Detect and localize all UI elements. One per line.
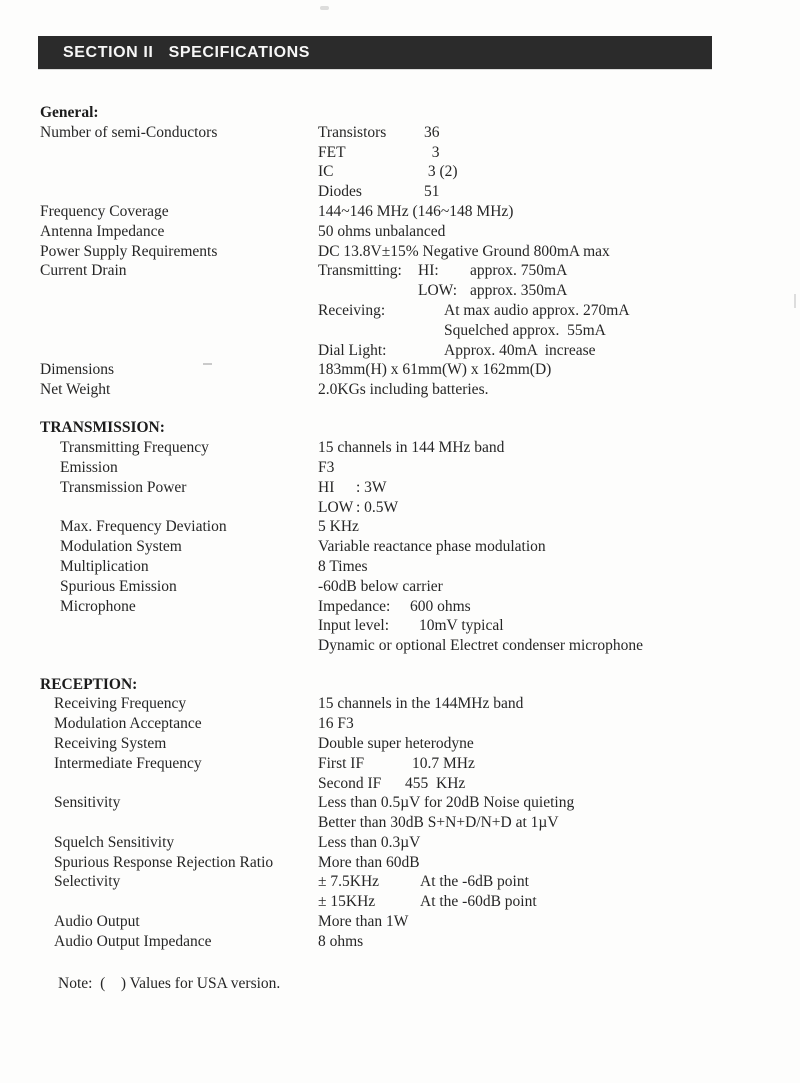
spec-value <box>318 912 762 932</box>
spec-value <box>318 380 762 400</box>
spec-value-segment: 8 Times <box>318 558 368 576</box>
spec-value-segment: LOW: <box>418 282 458 300</box>
spec-row <box>40 517 762 537</box>
spec-section <box>40 103 762 400</box>
spec-value-segment: At max audio approx. 270mA <box>444 301 630 319</box>
spec-value-segment: 144~146 MHz (146~148 MHz) <box>318 202 514 220</box>
spec-value-segment: F3 <box>318 459 335 477</box>
spec-value <box>318 123 762 143</box>
spec-label: Antenna Impedance <box>40 222 165 240</box>
spec-row <box>40 478 762 498</box>
spec-value-segment: 455 KHz <box>405 774 466 792</box>
spec-row <box>40 321 762 341</box>
spec-label <box>40 321 318 341</box>
spec-label: Spurious Emission <box>60 577 177 595</box>
spec-value <box>318 281 762 301</box>
spec-row <box>40 458 762 478</box>
spec-value-segment: 8 ohms <box>318 932 364 950</box>
spec-value <box>318 892 762 912</box>
spec-row <box>40 694 762 714</box>
spec-row <box>40 537 762 557</box>
spec-label: Intermediate Frequency <box>54 754 202 772</box>
spec-label <box>40 813 318 833</box>
spec-label: Sensitivity <box>54 794 121 812</box>
spec-value-segment: 36 <box>424 123 440 141</box>
spec-row <box>40 202 762 222</box>
spec-value-segment: Variable reactance phase modulation <box>318 538 546 556</box>
spec-value-segment: Approx. 40mA increase <box>444 341 596 359</box>
section-header-bar <box>38 36 712 69</box>
spec-value <box>318 734 762 754</box>
spec-value-segment: Input level: <box>318 617 390 635</box>
spec-label: Squelch Sensitivity <box>54 833 175 851</box>
spec-row <box>40 774 762 794</box>
spec-label: Receiving System <box>54 734 167 752</box>
spec-value-segment: 2.0KGs including batteries. <box>318 381 489 399</box>
spec-value-segment: Dial Light: <box>318 341 387 359</box>
spec-value-segment: DC 13.8V±15% Negative Ground 800mA max <box>318 242 610 260</box>
spec-value <box>318 754 762 774</box>
spec-value <box>318 242 762 262</box>
spec-value <box>318 360 762 380</box>
spec-value-segment: Dynamic or optional Electret condenser microphone <box>318 637 643 655</box>
spec-value-segment: Second IF <box>318 774 382 792</box>
spec-label: Microphone <box>60 597 136 615</box>
spec-row <box>40 577 762 597</box>
spec-row <box>40 162 762 182</box>
spec-value-segment: 600 ohms <box>410 597 471 615</box>
spec-value-segment: Less than 0.5µV for 20dB Noise quieting <box>318 794 575 812</box>
spec-label: Power Supply Requirements <box>40 242 218 260</box>
spec-value-segment: IC <box>318 163 334 181</box>
spec-label: Emission <box>60 459 118 477</box>
spec-row <box>40 301 762 321</box>
spec-label: Net Weight <box>40 381 111 399</box>
spec-label: Audio Output Impedance <box>54 932 212 950</box>
spec-value-segment: approx. 750mA <box>470 262 568 280</box>
spec-sections <box>40 103 762 993</box>
spec-value-segment: 15 channels in the 144MHz band <box>318 695 524 713</box>
section-heading: TRANSMISSION: <box>40 419 165 437</box>
spec-value-segment: Diodes <box>318 183 362 201</box>
spec-label: Multiplication <box>60 558 149 576</box>
spec-label: Modulation System <box>60 538 182 556</box>
spec-label <box>40 341 318 361</box>
spec-value <box>318 774 762 794</box>
spec-label: Receiving Frequency <box>54 695 187 713</box>
spec-label: Max. Frequency Deviation <box>60 518 227 536</box>
spec-row <box>40 636 762 656</box>
spec-section <box>40 675 762 952</box>
spec-label <box>40 301 318 321</box>
spec-row <box>40 557 762 577</box>
spec-row <box>40 833 762 853</box>
spec-value <box>318 813 762 833</box>
spec-value-segment: ± 15KHz <box>318 893 376 911</box>
spec-value-segment: 50 ohms unbalanced <box>318 222 446 240</box>
spec-value <box>318 182 762 202</box>
spec-value-segment: Receiving: <box>318 301 386 319</box>
spec-value-segment: 10.7 MHz <box>412 754 475 772</box>
spec-value-segment: : 0.5W <box>356 498 399 516</box>
spec-row <box>40 734 762 754</box>
spec-label <box>40 616 318 636</box>
spec-row <box>40 872 762 892</box>
spec-label <box>40 498 318 518</box>
section-title: SECTION II SPECIFICATIONS <box>63 44 311 61</box>
spec-value <box>318 932 762 952</box>
spec-value <box>318 321 762 341</box>
spec-value-segment: More than 1W <box>318 913 409 931</box>
spec-value <box>318 438 762 458</box>
spec-label <box>40 774 318 794</box>
spec-value-segment: Squelched approx. 55mA <box>444 321 606 339</box>
spec-value <box>318 458 762 478</box>
spec-label: Dimensions <box>40 361 115 379</box>
spec-label <box>40 636 318 656</box>
spec-label: Number of semi-Conductors <box>40 123 218 141</box>
spec-value <box>318 714 762 734</box>
spec-label <box>40 892 318 912</box>
spec-value-segment: First IF <box>318 754 365 772</box>
spec-value-segment: HI <box>318 478 335 496</box>
spec-value-segment: 3 (2) <box>424 163 458 181</box>
spec-value-segment: HI: <box>418 262 439 280</box>
spec-row <box>40 754 762 774</box>
spec-row <box>40 360 762 380</box>
spec-value <box>318 202 762 222</box>
spec-row <box>40 438 762 458</box>
spec-value-segment: : 3W <box>356 478 387 496</box>
spec-value-segment: Better than 30dB S+N+D/N+D at 1µV <box>318 814 559 832</box>
spec-row <box>40 341 762 361</box>
spec-value <box>318 616 762 636</box>
spec-value-segment: 5 KHz <box>318 518 359 536</box>
spec-value-segment: 16 F3 <box>318 715 354 733</box>
spec-value-segment: approx. 350mA <box>470 282 568 300</box>
spec-label: Selectivity <box>54 873 121 891</box>
spec-value <box>318 853 762 873</box>
spec-label: Current Drain <box>40 262 127 280</box>
spec-value <box>318 478 762 498</box>
spec-value <box>318 872 762 892</box>
spec-value-segment: At the -6dB point <box>420 873 529 891</box>
spec-value-segment: 51 <box>424 183 440 201</box>
spec-value <box>318 793 762 813</box>
spec-value <box>318 261 762 281</box>
spec-row <box>40 892 762 912</box>
spec-row <box>40 182 762 202</box>
spec-label: Modulation Acceptance <box>54 715 202 733</box>
spec-row <box>40 222 762 242</box>
spec-row <box>40 813 762 833</box>
spec-value-segment: FET <box>318 143 346 161</box>
spec-value <box>318 301 762 321</box>
spec-value-segment: 10mV typical <box>419 617 504 635</box>
scan-artifact <box>794 294 796 308</box>
spec-row <box>40 912 762 932</box>
spec-label: Spurious Response Rejection Ratio <box>54 853 274 871</box>
spec-value <box>318 577 762 597</box>
spec-label <box>40 281 318 301</box>
spec-value-segment: -60dB below carrier <box>318 577 443 595</box>
spec-value <box>318 537 762 557</box>
spec-value <box>318 694 762 714</box>
spec-row <box>40 597 762 617</box>
spec-value <box>318 143 762 163</box>
spec-value <box>318 517 762 537</box>
spec-value-segment: 3 <box>424 143 440 161</box>
spec-value <box>318 222 762 242</box>
spec-value <box>318 597 762 617</box>
spec-value-segment: LOW <box>318 498 354 516</box>
spec-value-segment: Transistors <box>318 123 387 141</box>
spec-label <box>40 162 318 182</box>
spec-label: Audio Output <box>54 913 140 931</box>
spec-row <box>40 380 762 400</box>
spec-value-segment: Less than 0.3µV <box>318 833 421 851</box>
spec-value-segment: 15 channels in 144 MHz band <box>318 439 505 457</box>
spec-value <box>318 557 762 577</box>
spec-row <box>40 261 762 281</box>
spec-row <box>40 242 762 262</box>
spec-value-segment: More than 60dB <box>318 853 420 871</box>
spec-label: Transmitting Frequency <box>60 439 209 457</box>
spec-row <box>40 123 762 143</box>
scan-artifact <box>320 6 329 10</box>
spec-value-segment: 183mm(H) x 61mm(W) x 162mm(D) <box>318 361 552 379</box>
spec-label: Frequency Coverage <box>40 202 169 220</box>
spec-value-segment: Transmitting: <box>318 262 402 280</box>
spec-value-segment: Double super heterodyne <box>318 734 474 752</box>
spec-value <box>318 341 762 361</box>
spec-value <box>318 162 762 182</box>
spec-row <box>40 143 762 163</box>
spec-value <box>318 636 762 656</box>
spec-label: Transmission Power <box>60 478 187 496</box>
spec-value <box>318 498 762 518</box>
spec-value <box>318 833 762 853</box>
spec-value-segment: At the -60dB point <box>420 893 537 911</box>
note-line: Note: ( ) Values for USA version. <box>58 974 281 992</box>
spec-row <box>40 616 762 636</box>
spec-row <box>40 498 762 518</box>
spec-row <box>40 714 762 734</box>
spec-value-segment: Impedance: <box>318 597 391 615</box>
spec-row <box>40 281 762 301</box>
spec-label <box>40 182 318 202</box>
spec-section <box>40 418 762 656</box>
spec-row <box>40 853 762 873</box>
section-heading: RECEPTION: <box>40 675 138 693</box>
spec-value-segment: ± 7.5KHz <box>318 873 380 891</box>
spec-row <box>40 793 762 813</box>
spec-label <box>40 143 318 163</box>
spec-row <box>40 932 762 952</box>
section-heading: General: <box>40 104 99 121</box>
